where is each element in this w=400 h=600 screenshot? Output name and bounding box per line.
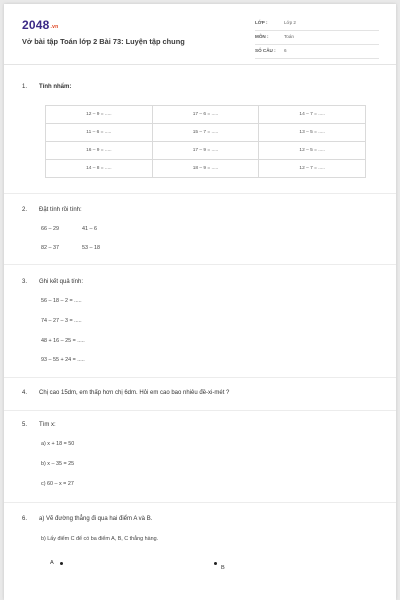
- list-item: c) 60 – x = 27: [41, 481, 74, 487]
- table-row: [46, 124, 366, 142]
- question-text: Tìm x:: [39, 422, 56, 428]
- divider: [4, 410, 396, 411]
- meta-class: [255, 17, 379, 31]
- table-cell: 16 – 9 = .....: [46, 142, 153, 160]
- point-a-label: A: [50, 560, 54, 566]
- mental-math-table: [45, 105, 366, 178]
- divider: [4, 193, 396, 194]
- divider: [4, 264, 396, 265]
- list-item: 74 – 27 – 3 = .....: [41, 318, 82, 324]
- logo-text: 2048: [22, 18, 50, 32]
- divider: [4, 502, 396, 503]
- question-text: a) Vẽ đường thẳng đi qua hai điểm A và B.: [39, 516, 153, 522]
- site-logo[interactable]: [22, 18, 58, 32]
- meta-question-count: [255, 45, 379, 59]
- table-cell: 18 – 9 = .....: [152, 160, 259, 178]
- question-text: Tính nhẩm:: [39, 84, 72, 90]
- meta-question-count-label: SỐ CÂU :: [255, 48, 276, 53]
- table-row: [46, 142, 366, 160]
- point-b-label: B: [221, 565, 225, 571]
- question-number: 1.: [22, 84, 28, 90]
- table-row: [46, 106, 366, 124]
- meta-subject: [255, 31, 379, 45]
- question-number: 6.: [22, 516, 28, 522]
- table-cell: 11 – 6 = .....: [46, 124, 153, 142]
- table-cell: 17 – 9 = .....: [152, 142, 259, 160]
- list-item: 41 – 6: [82, 226, 97, 232]
- point-b-dot: [214, 562, 217, 565]
- worksheet-header: [4, 4, 396, 65]
- table-cell: 13 – 5 = .....: [259, 124, 366, 142]
- meta-subject-label: MÔN :: [255, 34, 269, 39]
- list-item: b) x – 35 = 25: [41, 461, 75, 467]
- list-item: 66 – 29: [41, 226, 59, 232]
- table-cell: 14 – 8 = .....: [46, 160, 153, 178]
- question-number: 3.: [22, 279, 28, 285]
- meta-question-count-value: 6: [284, 48, 287, 53]
- table-row: [46, 160, 366, 178]
- table-cell: 17 – 6 = .....: [152, 106, 259, 124]
- list-item: 48 + 16 – 25 = .....: [41, 338, 85, 344]
- question-number: 5.: [22, 422, 28, 428]
- question-subtext: b) Lấy điểm C để có ba điểm A, B, C thẳng hàng.: [41, 536, 159, 542]
- question-number: 2.: [22, 207, 28, 213]
- meta-subject-value: Toán: [284, 34, 294, 39]
- question-text: Chị cao 15dm, em thấp hơn chị 6dm. Hỏi em cao bao nhiêu đề-xi-mét ?: [39, 390, 230, 396]
- list-item: 93 – 55 + 24 = .....: [41, 357, 85, 363]
- document-title: Vở bài tập Toán lớp 2 Bài 73: Luyện tập chung: [22, 37, 185, 46]
- table-cell: 12 – 9 = .....: [46, 106, 153, 124]
- table-cell: 15 – 7 = .....: [152, 124, 259, 142]
- divider: [4, 377, 396, 378]
- question-text: Đặt tính rồi tính:: [39, 207, 82, 213]
- question-number: 4.: [22, 390, 28, 396]
- point-a-dot: [60, 562, 63, 565]
- list-item: 53 – 18: [82, 245, 100, 251]
- list-item: 56 – 18 – 2 = .....: [41, 298, 82, 304]
- list-item: a) x + 18 = 50: [41, 441, 75, 447]
- table-cell: 12 – 7 = .....: [259, 160, 366, 178]
- logo-suffix: .vn: [50, 24, 59, 30]
- worksheet-page: [4, 4, 396, 600]
- question-text: Ghi kết quả tính:: [39, 279, 84, 285]
- meta-class-label: LỚP :: [255, 20, 268, 25]
- table-cell: 14 – 7 = .....: [259, 106, 366, 124]
- meta-class-value: Lớp 2: [284, 20, 296, 25]
- table-cell: 12 – 5 = .....: [259, 142, 366, 160]
- list-item: 82 – 37: [41, 245, 59, 251]
